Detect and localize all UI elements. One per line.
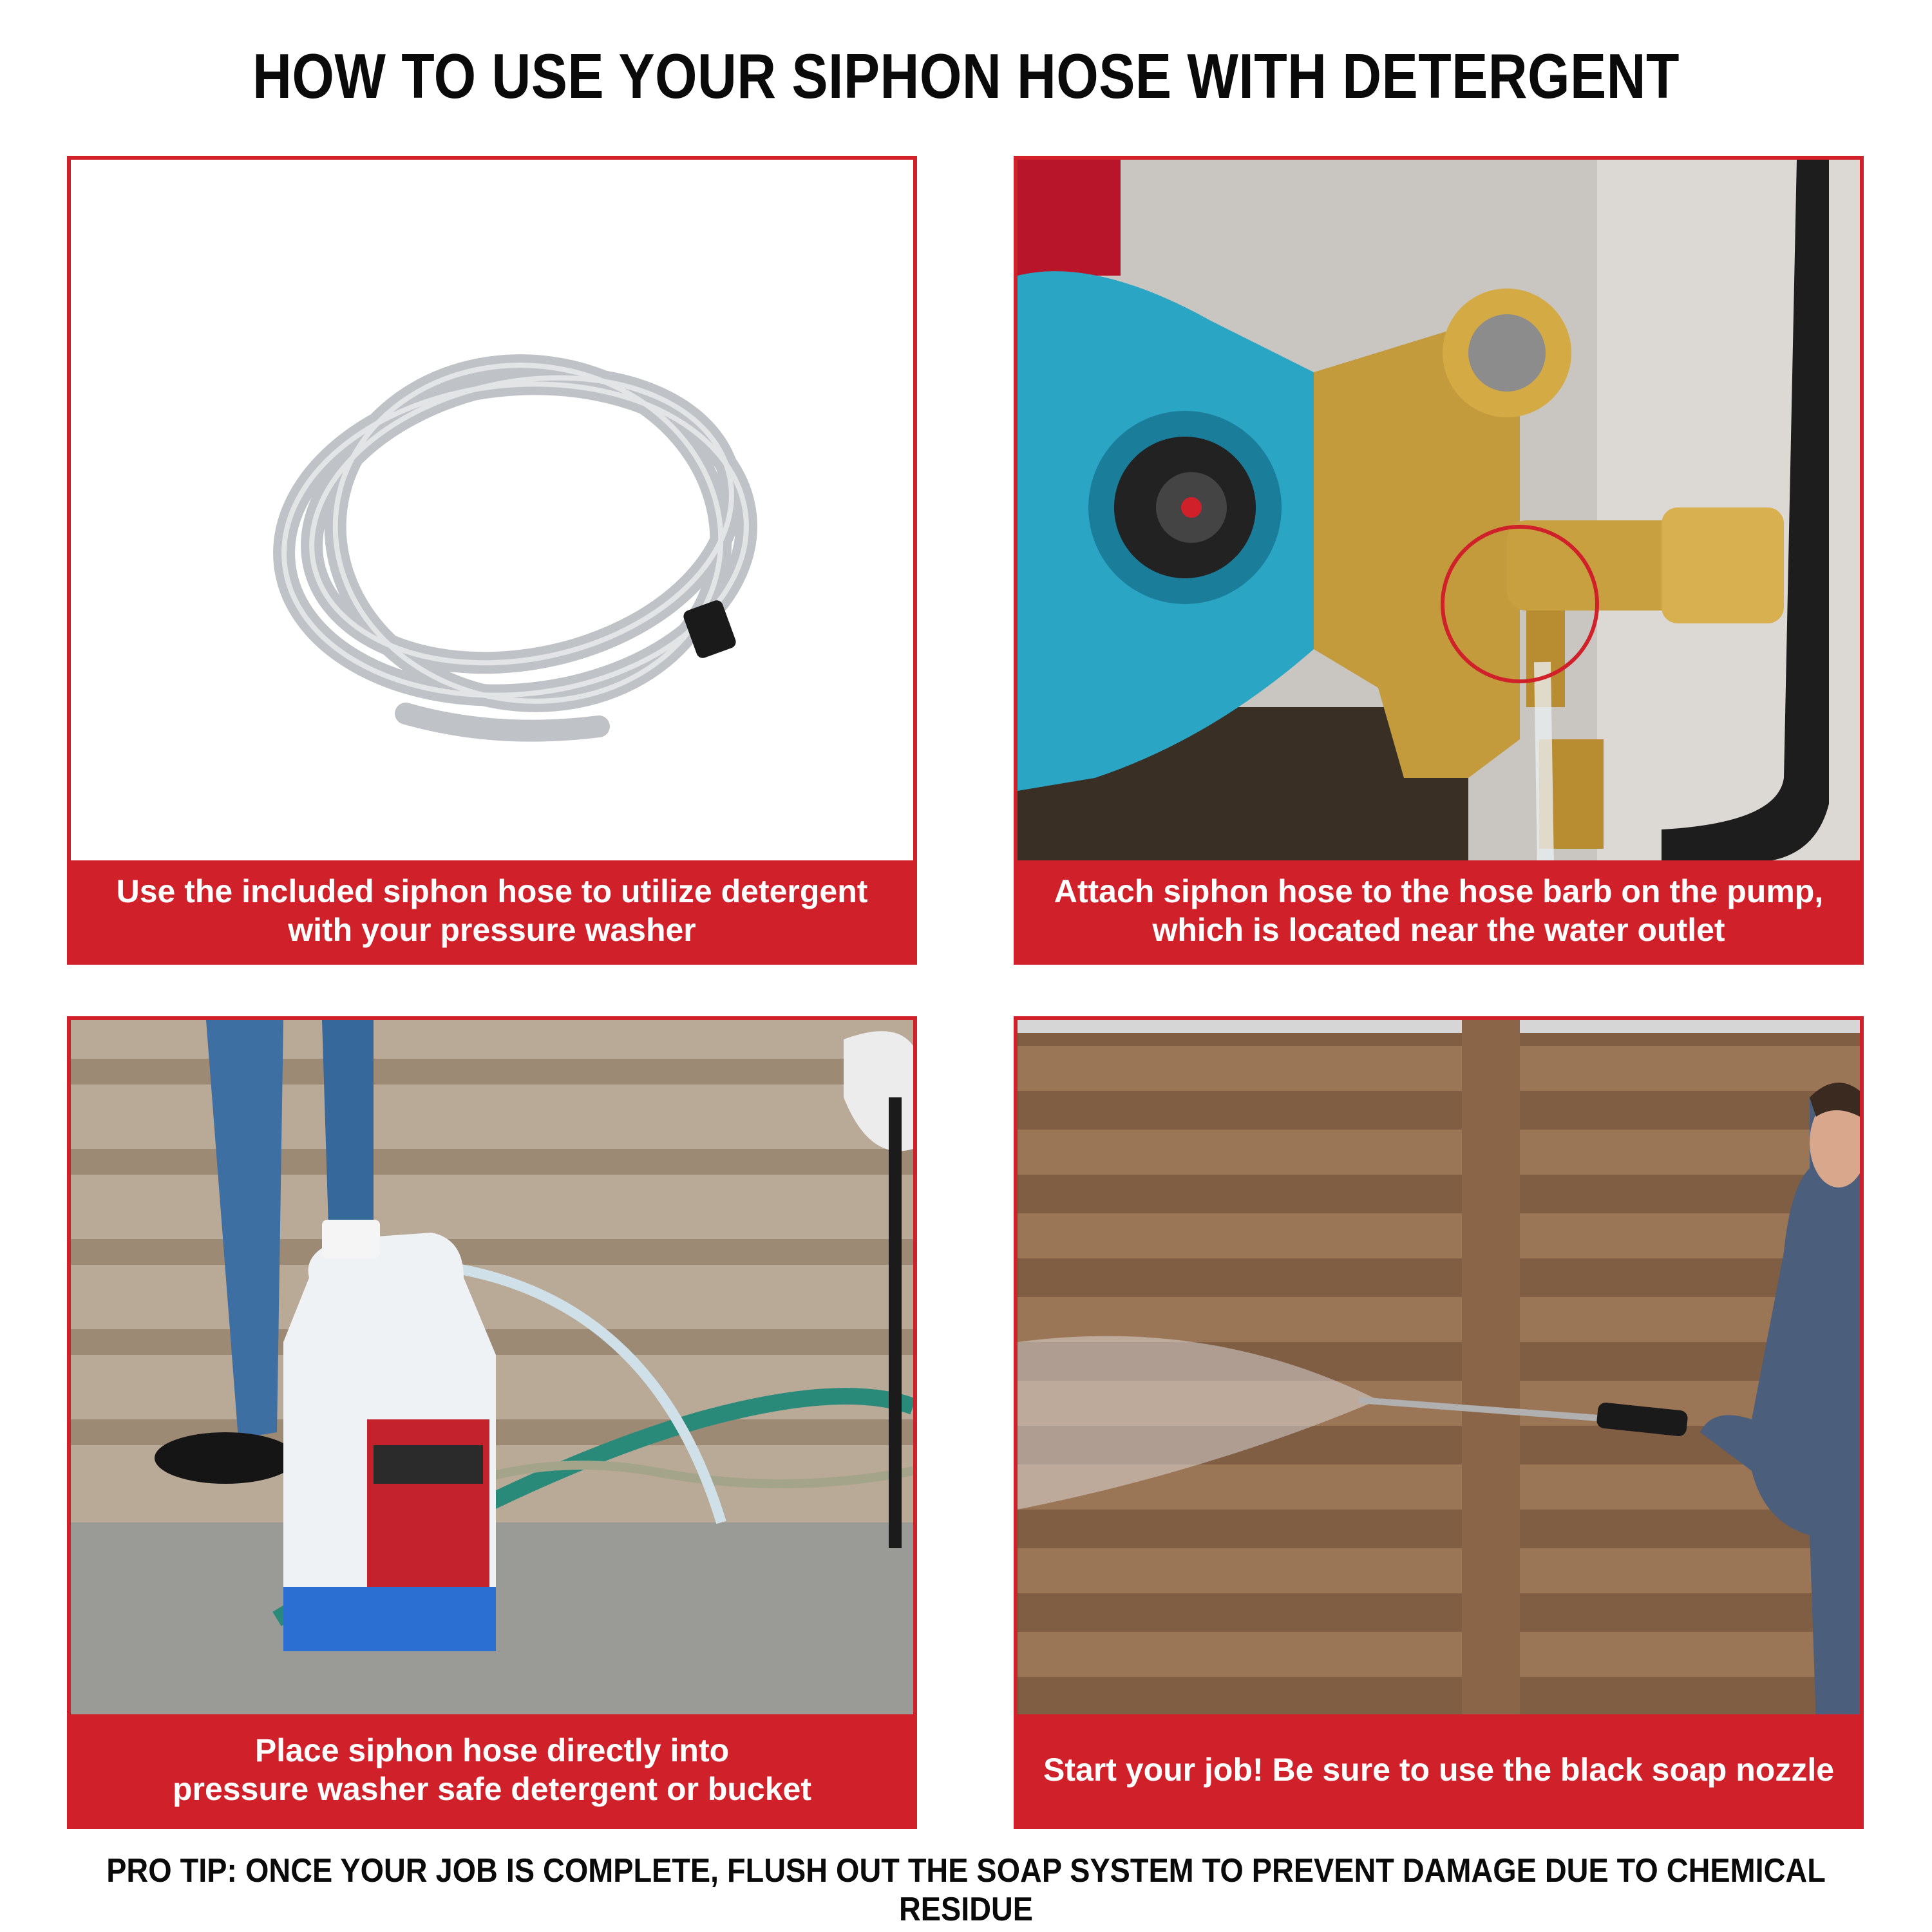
step-1-caption (71, 860, 913, 961)
pump-closeup-image (1018, 160, 1860, 868)
step-4-caption (1018, 1714, 1860, 1825)
step-4-panel (1014, 1016, 1864, 1829)
pro-tip-text: PRO TIP: ONCE YOUR JOB IS COMPLETE, FLUSH OUT THE SOAP SYSTEM TO PREVENT DAMAGE DUE TO CHEMICAL RESIDUE (106, 1852, 1826, 1928)
step-2-panel (1014, 156, 1864, 965)
siphon-hose-image (71, 160, 913, 868)
step-2-caption-line-2: which is located near the water outlet (1152, 912, 1725, 948)
step-3-caption-line-2: pressure washer safe detergent or bucket (172, 1771, 812, 1807)
step-1-caption-line-2: with your pressure washer (288, 912, 696, 948)
step-3-caption-line-1: Place siphon hose directly into (254, 1732, 730, 1768)
step-2-caption (1018, 860, 1860, 961)
step-1-caption-line-1: Use the included siphon hose to utilize detergent (116, 873, 868, 909)
detergent-jug-image (71, 1020, 913, 1722)
step-3-caption (71, 1714, 913, 1825)
step-2-caption-line-1: Attach siphon hose to the hose barb on the pump, (1054, 873, 1824, 909)
step-3-panel (67, 1016, 917, 1829)
step-1-panel (67, 156, 917, 965)
step-4-caption-line-1: Start your job! Be sure to use the black soap nozzle (1043, 1752, 1835, 1788)
fence-washing-image (1018, 1020, 1860, 1722)
page-title: HOW TO USE YOUR SIPHON HOSE WITH DETERGENT (252, 41, 1680, 111)
